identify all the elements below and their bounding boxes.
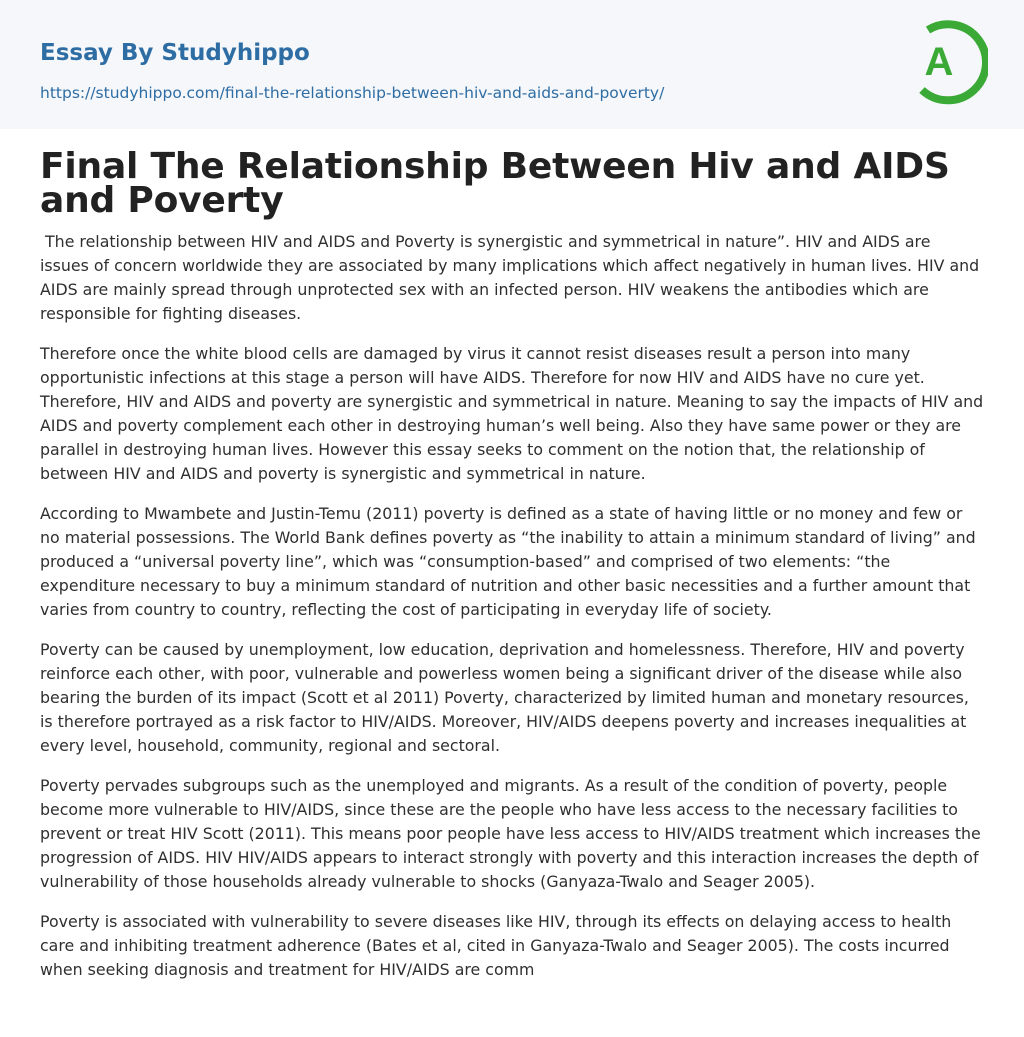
essay-paragraph-2: Therefore once the white blood cells are damaged by virus it cannot resist diseases result a person into many opportunistic infections at this stage a person will have AIDS. Therefore for now HIV and AIDS have no cure yet. Therefore, HIV and AIDS and poverty are synergistic and symmetrical in nature. Meaning to say the impacts of HIV and AIDS and poverty complement each other in destroying human’s well being. Also they have same power or they are parallel in destroying human lives. However this essay seeks to comment on the notion that, the relationship of between HIV and AIDS and poverty is synergistic and symmetrical in nature. (40, 344, 989, 483)
brand-title: Essay By Studyhippo (40, 40, 310, 66)
essay-paragraph-4: Poverty can be caused by unemployment, low education, deprivation and homelessness. Therefore, HIV and poverty reinforce each other, with poor, vulnerable and powerless women being a significant driver of the disease while also bearing the burden of its impact (Scott et al 2011) Poverty, characterized by limited human and monetary resources, is therefore portrayed as a risk factor to HIV/AIDS. Moreover, HIV/AIDS deepens poverty and increases inequalities at every level, household, community, regional and sectoral. (40, 640, 974, 755)
essay-paragraph-3: According to Mwambete and Justin-Temu (2011) poverty is defined as a state of having little or no money and few or no material possessions. The World Bank defines poverty as “the inability to attain a minimum standard of living” and produced a “universal poverty line”, which was “consumption-based” and comprised of two elements: “the expenditure necessary to buy a minimum standard of nutrition and other basic necessities and a further amount that varies from country to country, reflecting the cost of participating in everyday life of society. (40, 504, 981, 619)
essay-paragraph-6: Poverty is associated with vulnerability to severe diseases like HIV, through its effects on delaying access to health care and inhibiting treatment adherence (Bates et al, cited in Ganyaza-Twalo and Seager 2005). The costs incurred when seeking diagnosis and treatment for HIV/AIDS are comm (40, 912, 957, 979)
essay-content (40, 146, 989, 998)
site-header (0, 0, 1024, 129)
studyhippo-logo-icon[interactable] (908, 18, 988, 106)
source-url-link[interactable]: https://studyhippo.com/final-the-relationship-between-hiv-and-aids-and-poverty/ (40, 84, 665, 102)
essay-paragraph-5: Poverty pervades subgroups such as the unemployed and migrants. As a result of the condition of poverty, people become more vulnerable to HIV/AIDS, since these are the people who have less access to the necessary facilities to prevent or treat HIV Scott (2011). This means poor people have less access to HIV/AIDS treatment which increases the progression of AIDS. HIV HIV/AIDS appears to interact strongly with poverty and this interaction increases the depth of vulnerability of those households already vulnerable to shocks (Ganyaza-Twalo and Seager 2005). (40, 776, 986, 891)
logo-letter: A (924, 40, 954, 84)
essay-paragraph-1: The relationship between HIV and AIDS and Poverty is synergistic and symmetrical in nature”. HIV and AIDS are issues of concern worldwide they are associated by many implications which affect negatively in human lives. HIV and AIDS are mainly spread through unprotected sex with an infected person. HIV weakens the antibodies which are responsible for fighting diseases. (40, 232, 985, 323)
page-title: Final The Relationship Between Hiv and AIDS and Poverty (40, 146, 950, 221)
